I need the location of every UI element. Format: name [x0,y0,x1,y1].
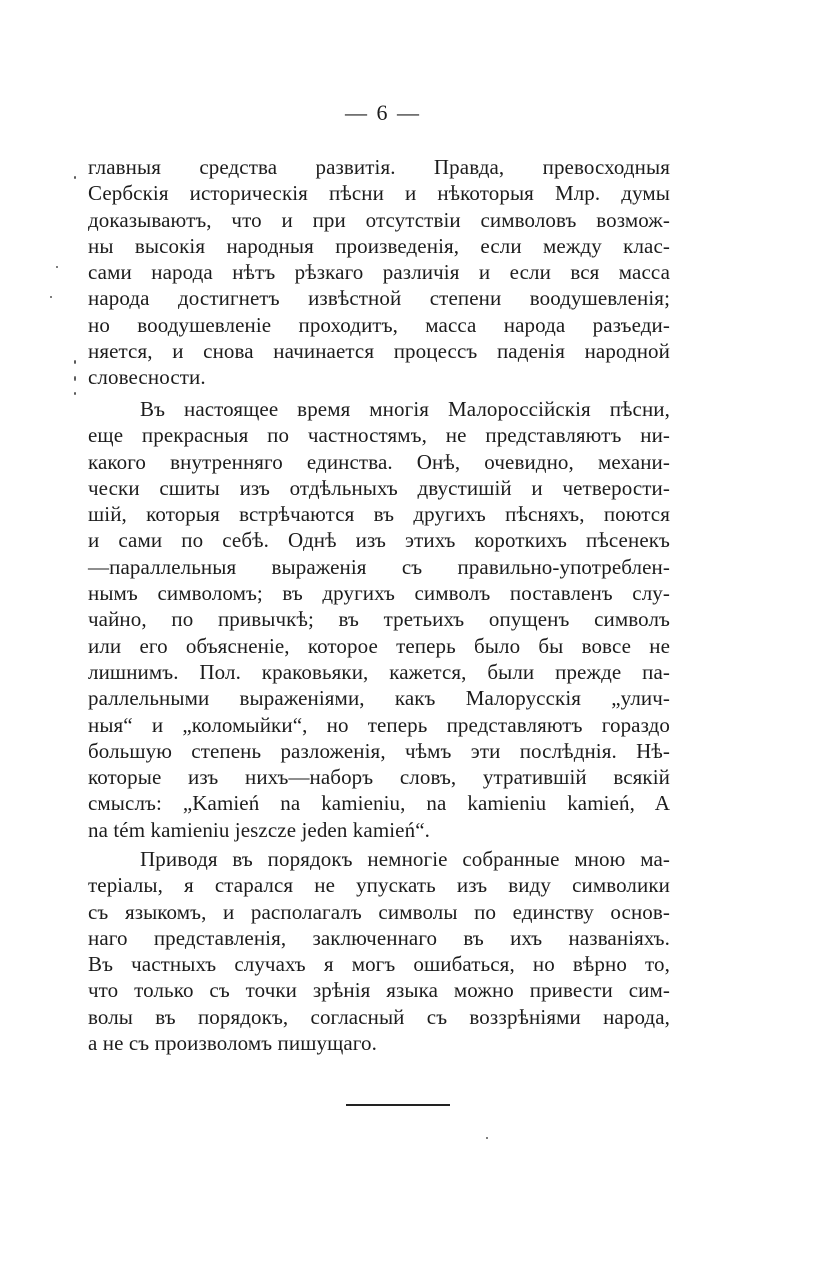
scan-speck [486,1137,488,1139]
text-line: но воодушевленіе проходитъ, масса народа разъеди- [88,312,670,337]
paragraph-1 [88,154,670,391]
scan-speck [74,176,76,179]
text-line: na tém kamieniu jeszcze jeden kamień“. [88,817,430,842]
text-line: няется, и снова начинается процессъ паденія народной [88,339,670,364]
text-line: чески сшиты изъ отдѣльныхъ двустишій и четверости- [88,475,670,500]
text-line: Приводя въ порядокъ немногіе собранные мною ма- [140,847,670,871]
text-line: ныя“ и „коломыйки“, но теперь представляютъ гораздо [88,712,670,737]
text-line: а не съ произволомъ пишущаго. [88,1031,377,1056]
text-line: —параллельныя выраженія съ правильно-употреблен- [88,554,670,579]
text-line: или его объясненіе, которое теперь было бы вовсе не [88,633,670,658]
text-line: главныя средства развитія. Правда, превосходныя [88,155,670,179]
text-line: что только съ точки зрѣнія языка можно привести сим- [88,978,670,1003]
section-end-rule [346,1104,450,1106]
scan-speck [74,392,76,395]
paragraph-2 [88,396,670,843]
text-line: народа достигнетъ извѣстной степени воодушевленія; [88,286,670,311]
text-line: ны высокія народныя произведенія, если между клас- [88,233,670,258]
text-line: смыслъ: „Kamień na kamieniu, na kamieniu kamień, A [88,791,670,816]
page-number: — 6 — [345,100,421,125]
text-line: съ языкомъ, и располагалъ символы по единству основ- [88,899,670,924]
text-line: нымъ символомъ; въ другихъ символъ поставленъ слу- [88,581,670,606]
text-line: волы въ порядокъ, согласный съ воззрѣніями народа, [88,1004,670,1029]
text-line: наго представленія, заключеннаго въ ихъ названіяхъ. [88,925,670,950]
scan-speck [74,360,76,364]
text-line: и сами по себѣ. Однѣ изъ этихъ короткихъ пѣсенекъ [88,528,670,553]
text-line: Сербскія историческія пѣсни и нѣкоторыя Млр. думы [88,181,670,206]
scan-speck [50,296,52,298]
text-line: большую степень разложенія, чѣмъ эти послѣднія. Нѣ- [88,738,670,763]
text-line: шій, которыя встрѣчаются въ другихъ пѣсняхъ, поются [88,502,670,527]
text-line: словесности. [88,365,206,390]
text-line: лишнимъ. Пол. краковьяки, кажется, были прежде па- [88,659,670,684]
text-line: раллельными выраженіями, какъ Малорусскія „улич- [88,686,670,711]
text-line: еще прекрасныя по частностямъ, не представляютъ ни- [88,423,670,448]
text-line: Въ частныхъ случахъ я могъ ошибаться, но вѣрно то, [88,952,670,977]
text-line: Въ настоящее время многія Малороссійскія пѣсни, [140,397,670,421]
text-line: доказываютъ, что и при отсутствіи символовъ возмож- [88,207,670,232]
text-line: которые изъ нихъ—наборъ словъ, утратившій всякій [88,765,670,790]
text-line: какого внутренняго единства. Онѣ, очевидно, механи- [88,449,670,474]
text-line: теріалы, я старался не упускать изъ виду символики [88,873,670,898]
paragraph-3 [88,846,670,1056]
text-line: сами народа нѣтъ рѣзкаго различія и если вся масса [88,260,670,285]
text-line: чайно, по привычкѣ; въ третьихъ опущенъ символъ [88,607,670,632]
scan-speck [74,376,76,381]
scan-speck [56,266,58,268]
